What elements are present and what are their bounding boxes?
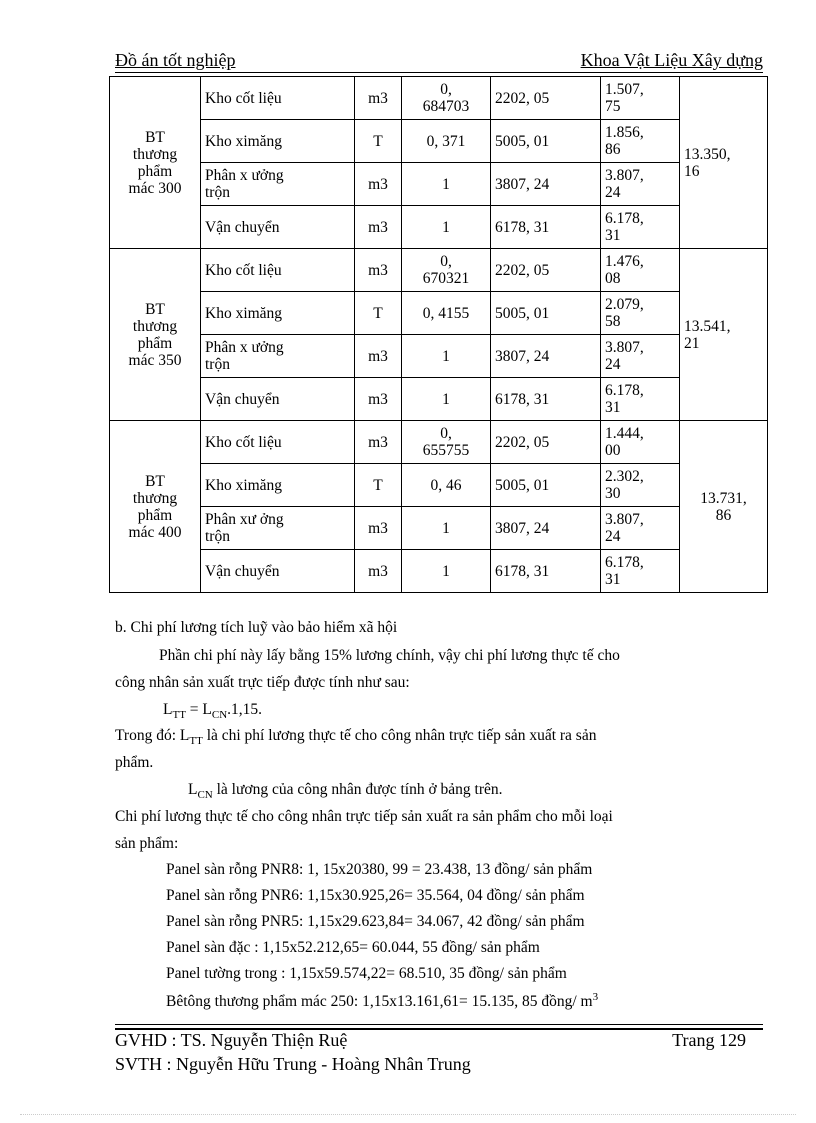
formula: $L_{TT} = L_{CN}.1,15$. (163, 701, 263, 722)
qty-cell (402, 206, 491, 249)
amount-cell (601, 507, 680, 550)
amount-cell (601, 206, 680, 249)
item-cell (201, 507, 355, 550)
table-row (110, 120, 768, 163)
calc-item: Panel sàn rỗng PNR5: 1,15x29.623,84= 34.067, 42 đồng/ sản phẩm (166, 913, 585, 930)
cell-line: Kho ximăng (205, 304, 283, 322)
unit-cell: T (355, 292, 402, 335)
cell-line: Kho cốt liệu (205, 433, 282, 451)
amount-cell (601, 77, 680, 120)
table-row (110, 77, 768, 120)
table-row (110, 378, 768, 421)
unit-cell: m3 (355, 77, 402, 120)
qty-cell (402, 507, 491, 550)
amount-cell (601, 163, 680, 206)
cell-line: thương (132, 145, 178, 163)
item-cell (201, 335, 355, 378)
qty-cell (402, 163, 491, 206)
cell-line: Phân x ưởng (205, 167, 284, 184)
unit-cell: T (355, 464, 402, 507)
price-cell: 6178, 31 (491, 206, 601, 249)
table-row (110, 507, 768, 550)
cell-line: Kho cốt liệu (205, 261, 282, 279)
price-cell: 6178, 31 (491, 550, 601, 593)
qty-cell (402, 421, 491, 464)
group-name-cell (110, 77, 201, 249)
unit-cell: m3 (355, 378, 402, 421)
table-row (110, 335, 768, 378)
cell-line: 1.476, (605, 253, 644, 270)
group-name-cell (110, 421, 201, 593)
paragraph-line: Chi phí lương thực tế cho công nhân trực tiếp sản xuất ra sản phẩm cho mỗi loại (115, 808, 613, 825)
cell-line: 24 (605, 356, 621, 373)
cell-line: 00 (605, 442, 621, 459)
cell-line: 670321 (422, 270, 470, 287)
amount-cell (601, 249, 680, 292)
cell-line: 1 (442, 175, 450, 193)
item-cell (201, 120, 355, 163)
item-cell (201, 249, 355, 292)
unit-cell: T (355, 120, 402, 163)
cell-line: 684703 (422, 98, 470, 115)
cell-line: 0, (440, 81, 452, 98)
cell-line: 24 (605, 528, 621, 545)
qty-cell (402, 120, 491, 163)
cell-line: 2.302, (605, 468, 644, 485)
cost-table-body (110, 77, 768, 593)
calc-item: Panel sàn rỗng PNR6: 1,15x30.925,26= 35.564, 04 đồng/ sản phẩm (166, 887, 585, 904)
cell-line: 3.807, (605, 339, 644, 356)
cell-line: Phân x ưởng (205, 339, 284, 356)
paragraph-line: công nhân sản xuất trực tiếp được tính như sau: (115, 674, 410, 691)
calc-item: Panel tường trong : 1,15x59.574,22= 68.510, 35 đồng/ sản phẩm (166, 965, 567, 982)
cell-line: mác 400 (128, 523, 182, 541)
footer-divider (115, 1024, 763, 1025)
cell-line: 1 (442, 519, 450, 537)
header-left: Đồ án tốt nghiệp (115, 50, 236, 70)
cell-line: trộn (205, 356, 230, 373)
amount-cell (601, 550, 680, 593)
cell-line: 3.807, (605, 511, 644, 528)
cell-line: 86 (715, 506, 732, 524)
cell-line: 16 (684, 162, 700, 180)
cell-line: 1.507, (605, 81, 644, 98)
price-cell: 2202, 05 (491, 249, 601, 292)
cell-line: 31 (605, 571, 621, 588)
paragraph-line: Phần chi phí này lấy bằng 15% lương chính, vậy chi phí lương thực tế cho (159, 647, 620, 664)
cell-line: phẩm (137, 334, 173, 352)
unit-cell: m3 (355, 421, 402, 464)
cell-line: 1 (442, 218, 450, 236)
cell-line: 1 (442, 562, 450, 580)
unit-cell: m3 (355, 507, 402, 550)
cell-line: Vận chuyển (205, 562, 280, 580)
cell-line: 21 (684, 334, 700, 352)
amount-cell (601, 292, 680, 335)
price-cell: 2202, 05 (491, 77, 601, 120)
paragraph-line: sản phẩm: (115, 835, 179, 852)
cell-line: 0, 46 (430, 476, 462, 494)
unit-cell: m3 (355, 249, 402, 292)
item-cell (201, 292, 355, 335)
cell-line: Kho ximăng (205, 132, 283, 150)
cell-line: Kho ximăng (205, 476, 283, 494)
cell-line: BT (145, 128, 165, 146)
cell-line: 6.178, (605, 210, 644, 227)
cell-line: 31 (605, 399, 621, 416)
cell-line: 86 (605, 141, 621, 158)
footer-students: SVTH : Nguyễn Hữu Trung - Hoàng Nhân Trung (115, 1054, 471, 1074)
definition-line: $L_{CN}$ là lương của công nhân được tính ở bảng trên. (188, 781, 503, 802)
calc-item: Panel sàn rỗng PNR8: 1, 15x20380, 99 = 23.438, 13 đồng/ sản phẩm (166, 861, 593, 878)
table-row (110, 550, 768, 593)
unit-cell: m3 (355, 335, 402, 378)
table-row (110, 464, 768, 507)
item-cell (201, 77, 355, 120)
item-cell (201, 206, 355, 249)
definition-line: phẩm. (115, 754, 154, 771)
cost-table (109, 76, 768, 593)
cell-line: 6.178, (605, 382, 644, 399)
group-name-cell (110, 249, 201, 421)
page-edge (20, 1114, 796, 1115)
footer-page-number: Trang 129 (672, 1030, 746, 1050)
price-cell: 3807, 24 (491, 507, 601, 550)
cell-line: 0, 4155 (422, 304, 470, 322)
cell-line: 13.350, (684, 145, 731, 163)
table-row (110, 292, 768, 335)
qty-cell (402, 335, 491, 378)
cell-line: trộn (205, 184, 230, 201)
page-header (115, 50, 763, 72)
item-cell (201, 163, 355, 206)
cell-line: BT (145, 300, 165, 318)
section-heading: b. Chi phí lương tích luỹ vào bảo hiểm xã hội (115, 619, 398, 636)
item-cell (201, 550, 355, 593)
cell-line: BT (145, 472, 165, 490)
table-row (110, 163, 768, 206)
group-total-cell (680, 249, 768, 421)
group-total-cell (680, 421, 768, 593)
price-cell: 6178, 31 (491, 378, 601, 421)
group-total-cell (680, 77, 768, 249)
price-cell: 3807, 24 (491, 163, 601, 206)
qty-cell (402, 249, 491, 292)
cell-line: mác 350 (128, 351, 182, 369)
table-row (110, 206, 768, 249)
cell-line: trộn (205, 528, 230, 545)
table-row (110, 421, 768, 464)
cell-line: 13.731, (700, 489, 747, 507)
header-divider (115, 72, 763, 73)
cell-line: 655755 (422, 442, 470, 459)
cell-line: 24 (605, 184, 621, 201)
item-cell (201, 464, 355, 507)
cell-line: Vận chuyển (205, 390, 280, 408)
header-right: Khoa Vật Liệu Xây dựng (580, 50, 763, 70)
cell-line: 1.444, (605, 425, 644, 442)
amount-cell (601, 335, 680, 378)
unit-cell: m3 (355, 163, 402, 206)
price-cell: 5005, 01 (491, 120, 601, 163)
cell-line: 1 (442, 347, 450, 365)
cell-line: 1 (442, 390, 450, 408)
cell-line: phẩm (137, 162, 173, 180)
cell-line: Kho cốt liệu (205, 89, 282, 107)
amount-cell (601, 378, 680, 421)
amount-cell (601, 421, 680, 464)
cell-line: 6.178, (605, 554, 644, 571)
cell-line: 0, (440, 425, 452, 442)
price-cell: 5005, 01 (491, 292, 601, 335)
cell-line: thương (132, 489, 178, 507)
item-cell (201, 421, 355, 464)
cell-line: 1.856, (605, 124, 644, 141)
cell-line: mác 300 (128, 179, 182, 197)
cell-line: 13.541, (684, 317, 731, 335)
cell-line: Vận chuyển (205, 218, 280, 236)
cell-line: 31 (605, 227, 621, 244)
calc-item: Bêtông thương phẩm mác 250: 1,15x13.161,61= 15.135, 85 đồng/ $m^3$ (166, 991, 599, 1011)
cell-line: Phân xư ởng (205, 511, 284, 528)
cell-line: 30 (605, 485, 621, 502)
qty-cell (402, 77, 491, 120)
unit-cell: m3 (355, 206, 402, 249)
amount-cell (601, 464, 680, 507)
cell-line: thương (132, 317, 178, 335)
item-cell (201, 378, 355, 421)
price-cell: 2202, 05 (491, 421, 601, 464)
amount-cell (601, 120, 680, 163)
cell-line: 2.079, (605, 296, 644, 313)
cell-line: 58 (605, 313, 621, 330)
table-row (110, 249, 768, 292)
price-cell: 5005, 01 (491, 464, 601, 507)
qty-cell (402, 378, 491, 421)
calc-item: Panel sàn đặc : 1,15x52.212,65= 60.044, 55 đồng/ sản phẩm (166, 939, 540, 956)
price-cell: 3807, 24 (491, 335, 601, 378)
qty-cell (402, 292, 491, 335)
cell-line: 75 (605, 98, 621, 115)
cell-line: 0, 371 (426, 132, 466, 150)
cell-line: phẩm (137, 506, 173, 524)
footer-advisor: GVHD : TS. Nguyễn Thiện Ruệ (115, 1030, 348, 1050)
cell-line: 08 (605, 270, 621, 287)
cell-line: 0, (440, 253, 452, 270)
qty-cell (402, 550, 491, 593)
qty-cell (402, 464, 491, 507)
definition-line: Trong đó: $L_{TT}$ là chi phí lương thực tế cho công nhân trực tiếp sản xuất ra sản (115, 727, 597, 748)
cell-line: 3.807, (605, 167, 644, 184)
unit-cell: m3 (355, 550, 402, 593)
